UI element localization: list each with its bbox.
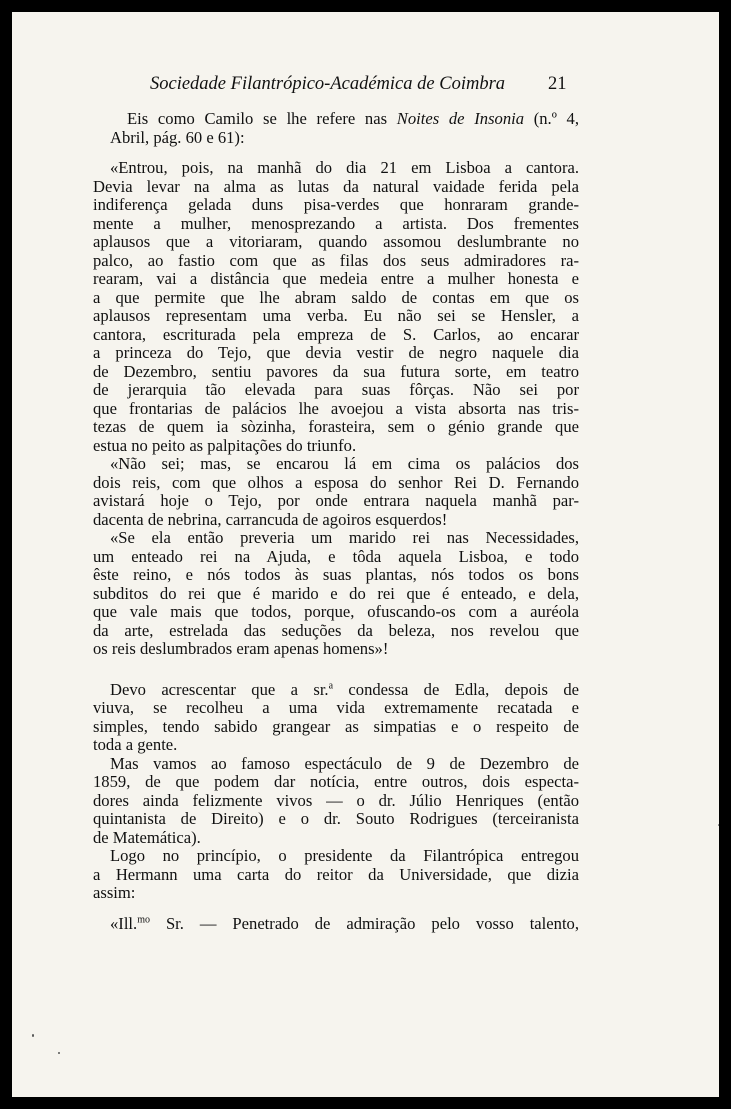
text-line: da arte, estrelada das seduções da beleza, nos revelou que: [93, 620, 579, 640]
text-line: viuva, se recolheu a uma vida extremamente recatada e: [93, 698, 579, 717]
text-line: «Não sei; mas, se encarou lá em cima os palácios dos: [110, 454, 579, 473]
page-number: 21: [548, 74, 567, 94]
book-title: Noites de Insonia: [396, 109, 525, 128]
scan-speck: [58, 1052, 60, 1054]
text-line: indiferença gelada duns pisa-verdes que honraram grande-: [93, 195, 579, 214]
body-text: [93, 110, 579, 933]
text-line: mente a mulher, menosprezando a artista. Dos frementes: [93, 213, 579, 233]
espectaculo-paragraph: [93, 755, 579, 848]
text-line: palco, ao fastio com que as filas dos seus admiradores ra-: [93, 250, 579, 270]
text-line: dores ainda felizmente vivos — o dr. Júlio Henriques (então: [93, 790, 579, 810]
running-header: Sociedade Filantrópico-Académica de Coimbra: [150, 74, 506, 94]
text-line: «Se ela então preveria um marido rei nas Necessidades,: [110, 528, 579, 547]
text-line: os reis deslumbrados eram apenas homens»!: [93, 639, 389, 658]
text-line: Logo no princípio, o presidente da Filantrópica entregou: [110, 846, 579, 865]
book-page: [12, 12, 719, 1097]
letter-opening: [93, 915, 579, 934]
quote-paragraph-2: [93, 455, 579, 529]
text-line: a que permite que lhe abram saldo de contas em que os: [93, 287, 579, 307]
text-line: êste reino, e nós todos às suas plantas, nós todos os bons: [93, 565, 579, 584]
text-line: aplausos que a vitoriaram, quando assomou deslumbrante no: [93, 232, 579, 251]
text-line: subditos do rei que é marido e do rei que é enteado, e dela,: [93, 583, 579, 603]
text-line: assim:: [93, 883, 136, 902]
text-line: Eis como Camilo se lhe refere nas Noites de Insonia (n.º 4,: [127, 109, 580, 128]
intro-paragraph: [93, 110, 579, 147]
text-line: um enteado rei na Ajuda, e tôda aquela Lisboa, e todo: [93, 546, 579, 566]
scan-speck: [32, 1034, 34, 1037]
text-line: tezas de quem ia sòzinha, forasteira, sem o génio grande que: [93, 417, 579, 436]
text-line: dois reis, com que olhos a esposa do senhor Rei D. Fernando: [93, 472, 579, 492]
text-line: 1859, de que podem dar notícia, entre outros, dois especta-: [93, 772, 579, 791]
text-line: estua no peito as palpitações do triunfo.: [93, 435, 357, 455]
quote-paragraph-3: [93, 529, 579, 659]
text-line: Abril, pág. 60 e 61):: [110, 127, 245, 147]
text-line: a princeza do Tejo, que devia vestir de negro naquele dia: [93, 343, 579, 362]
text-line: «Ill.$^{mo}$ Sr. — Penetrado de admiração pelo vosso talento,: [110, 913, 579, 933]
principio-paragraph: [93, 847, 579, 903]
text-line: toda a gente.: [93, 735, 178, 754]
text-line: a Hermann uma carta do reitor da Universidade, que dizia: [93, 864, 579, 884]
quote-paragraph-1: [93, 159, 579, 455]
text-line: avistará hoje o Tejo, por onde entrara naquela manhã par-: [93, 491, 579, 510]
text-line: que frontarias de palácios lhe avoejou a vista absorta nas tris-: [93, 398, 579, 418]
text-line: Mas vamos ao famoso espectáculo de 9 de Dezembro de: [110, 753, 579, 773]
edla-paragraph: [93, 681, 579, 755]
text-line: simples, tendo sabido grangear as simpatias e o respeito de: [93, 716, 579, 736]
text-line: de jerarquia tão elevada para suas fôrças. Não sei por: [93, 380, 579, 399]
text-line: rearam, vai a distância que medeia entre a mulher honesta e: [93, 269, 579, 288]
text-line: dacenta de nebrina, carrancuda de agoiros esquerdos!: [93, 509, 448, 529]
text-line: de Dezembro, sentiu pavores da sua futura sorte, em teatro: [93, 361, 579, 381]
text-line: cantora, escriturada pela empreza de S. Carlos, ao encarar: [93, 324, 579, 344]
text-line: quintanista de Direito) e o dr. Souto Rodrigues (terceiranista: [93, 809, 579, 828]
text-line: que vale mais que todos, porque, ofuscando-os com a auréola: [93, 602, 579, 621]
text-line: de Matemática).: [93, 827, 201, 847]
text-line: Devo acrescentar que a sr.$^a$ condessa de Edla, depois de: [110, 679, 579, 699]
text-line: «Entrou, pois, na manhã do dia 21 em Lisboa a cantora.: [110, 158, 579, 177]
text-line: aplausos representam uma verba. Eu não sei se Hensler, a: [93, 306, 579, 325]
scan-speck: [718, 824, 719, 826]
text-line: Devia levar na alma as lutas da natural vaidade ferida pela: [93, 176, 579, 196]
